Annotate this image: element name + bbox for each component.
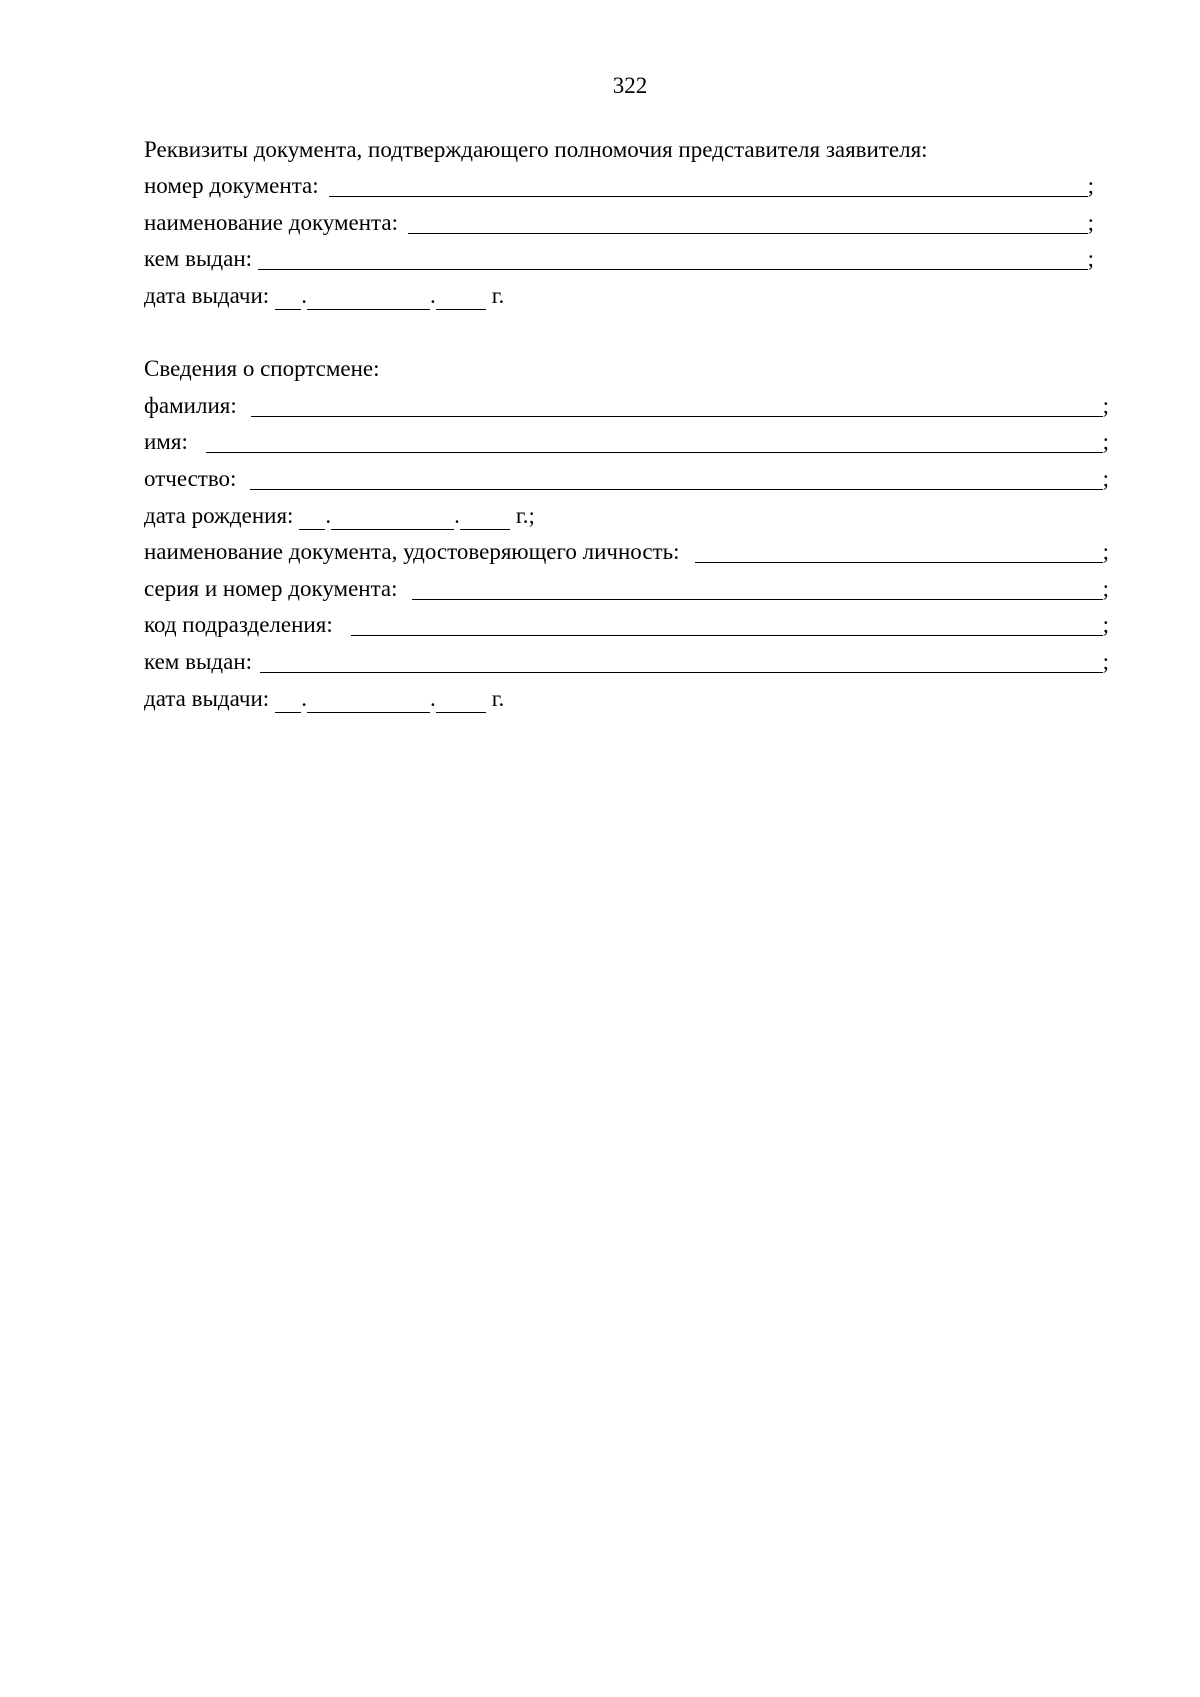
representative-issue-day-field[interactable] xyxy=(275,289,301,310)
date-separator: . xyxy=(325,502,332,528)
date-separator: . xyxy=(301,282,307,308)
series-number-label: серия и номер документа: xyxy=(144,575,398,601)
athlete-birth-date-row xyxy=(144,493,1109,530)
doc-name-terminator: ; xyxy=(1087,209,1094,235)
representative-issued-by-label: кем выдан: xyxy=(144,246,253,272)
athlete-issue-month-field[interactable] xyxy=(307,692,430,713)
athlete-issue-day-field[interactable] xyxy=(275,692,301,713)
name-label: имя: xyxy=(144,429,188,455)
patronymic-label: отчество: xyxy=(144,465,237,491)
doc-number-terminator: ; xyxy=(1087,173,1094,199)
representative-heading-text: Реквизиты документа, подтверждающего полномочия представителя заявителя: xyxy=(144,136,928,162)
surname-label: фамилия: xyxy=(144,392,237,418)
date-separator: . xyxy=(429,282,436,308)
athlete-id-doc-name-row xyxy=(144,530,1109,567)
doc-number-field[interactable] xyxy=(329,176,1088,197)
year-suffix: г. xyxy=(491,282,505,308)
id-doc-name-label: наименование документа, удостоверяющего личность: xyxy=(144,539,680,565)
surname-terminator: ; xyxy=(1102,392,1109,418)
representative-doc-name-row xyxy=(144,200,1094,237)
representative-issued-by-field[interactable] xyxy=(258,249,1088,270)
athlete-name-row xyxy=(144,420,1109,457)
date-separator: . xyxy=(429,685,436,711)
page-number: 322 xyxy=(612,73,648,98)
division-code-label: код подразделения: xyxy=(144,612,333,638)
birth-month-field[interactable] xyxy=(331,509,454,530)
name-terminator: ; xyxy=(1102,429,1109,455)
series-number-field[interactable] xyxy=(412,579,1103,600)
athlete-series-number-row xyxy=(144,566,1109,603)
surname-field[interactable] xyxy=(251,396,1103,417)
birth-year-suffix: г.; xyxy=(515,502,535,528)
doc-number-label: номер документа: xyxy=(144,173,319,199)
birth-date-label: дата рождения: xyxy=(144,502,294,528)
form-content xyxy=(144,127,1109,713)
representative-issued-by-terminator: ; xyxy=(1087,246,1094,272)
id-doc-name-terminator: ; xyxy=(1102,539,1109,565)
athlete-issued-by-row xyxy=(144,639,1109,676)
athlete-issued-by-label: кем выдан: xyxy=(144,648,253,674)
athlete-issue-date-row xyxy=(144,676,1109,713)
patronymic-field[interactable] xyxy=(250,469,1102,490)
athlete-issue-year-field[interactable] xyxy=(436,692,486,713)
doc-name-field[interactable] xyxy=(408,213,1088,234)
athlete-issue-date-label: дата выдачи: xyxy=(144,685,270,711)
date-separator: . xyxy=(301,685,307,711)
series-number-terminator: ; xyxy=(1102,575,1109,601)
id-doc-name-field[interactable] xyxy=(695,542,1102,563)
athlete-issued-by-terminator: ; xyxy=(1102,648,1109,674)
division-code-terminator: ; xyxy=(1102,612,1109,638)
patronymic-terminator: ; xyxy=(1102,465,1109,491)
athlete-division-code-row xyxy=(144,603,1109,640)
representative-issue-date-row xyxy=(144,273,1109,310)
date-separator: . xyxy=(454,502,460,528)
birth-day-field[interactable] xyxy=(299,509,325,530)
name-field[interactable] xyxy=(206,432,1103,453)
representative-heading xyxy=(144,127,1109,164)
representative-issue-month-field[interactable] xyxy=(307,289,430,310)
representative-issued-by-row xyxy=(144,237,1094,274)
division-code-field[interactable] xyxy=(351,615,1103,636)
athlete-surname-row xyxy=(144,383,1109,420)
birth-year-field[interactable] xyxy=(460,509,510,530)
section-spacer xyxy=(144,310,1109,347)
athlete-heading xyxy=(144,347,1109,384)
athlete-heading-text: Сведения о спортсмене: xyxy=(144,356,380,382)
representative-doc-number-row xyxy=(144,164,1094,201)
year-suffix: г. xyxy=(491,685,505,711)
representative-issue-year-field[interactable] xyxy=(436,289,486,310)
doc-name-label: наименование документа: xyxy=(144,209,398,235)
athlete-issued-by-field[interactable] xyxy=(260,652,1103,673)
representative-issue-date-label: дата выдачи: xyxy=(144,282,270,308)
athlete-patronymic-row xyxy=(144,456,1109,493)
